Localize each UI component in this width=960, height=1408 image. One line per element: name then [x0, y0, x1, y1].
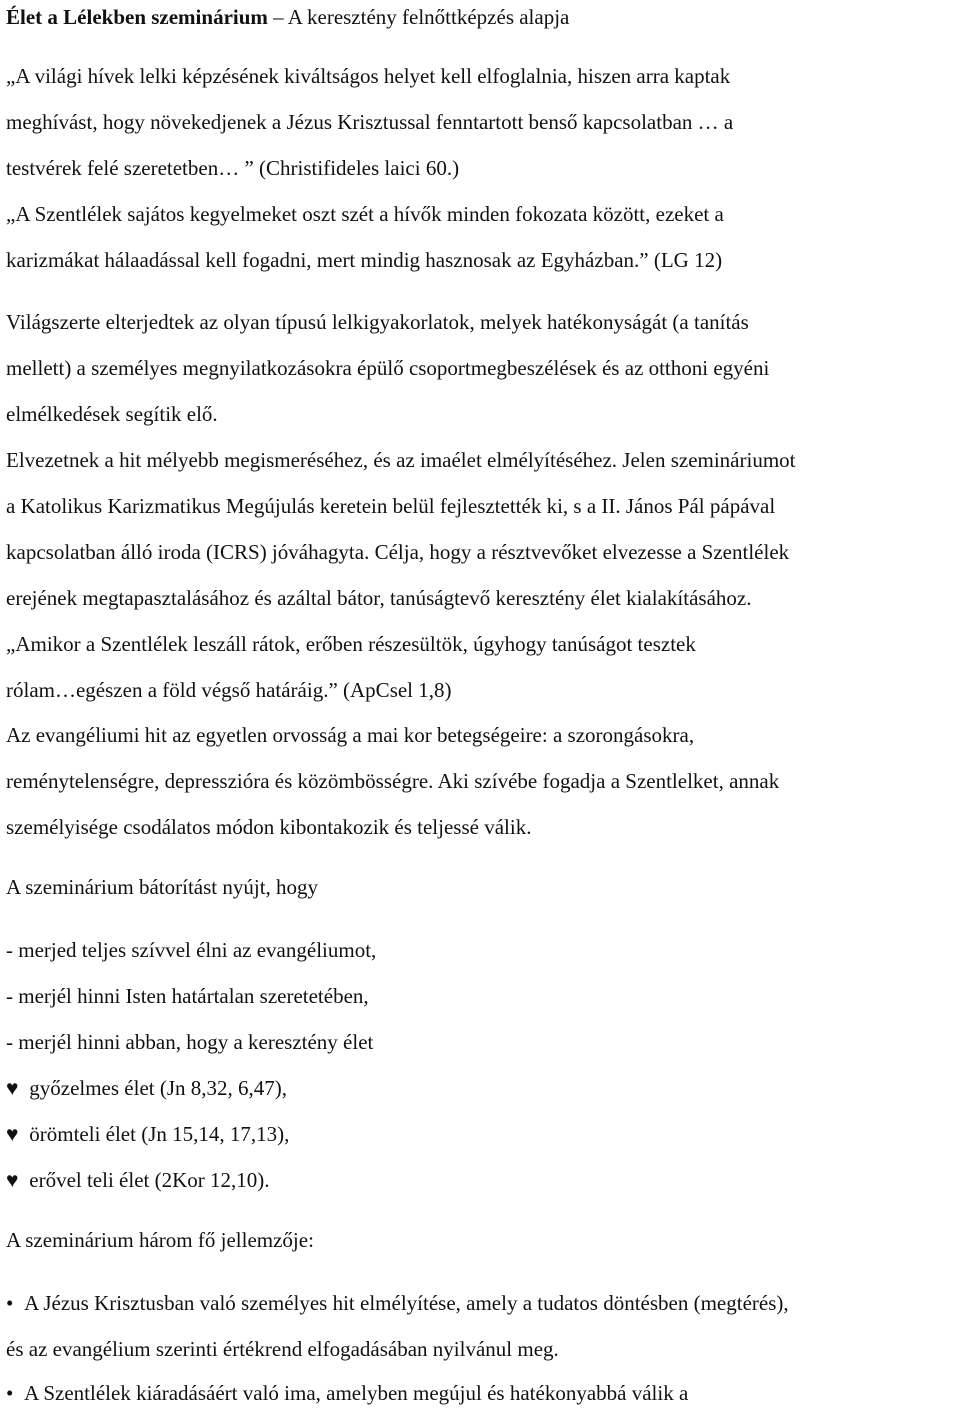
heart-list-item — [6, 1119, 289, 1149]
bullet-icon: • — [6, 1381, 14, 1405]
text-line: „A világi hívek lelki képzésének kiváltságos helyet kell elfoglalnia, hiszen arra kaptak — [6, 64, 731, 88]
text-line: „Amikor a Szentlélek leszáll rátok, erőben részesültök, úgyhogy tanúságot tesztek — [6, 632, 696, 656]
text-line: reménytelenségre, depresszióra és közömbösségre. Aki szívébe fogadja a Szentlelket, annak — [6, 769, 780, 793]
heart-item-text: győzelmes élet (Jn 8,32, 6,47), — [24, 1076, 288, 1100]
document-title — [6, 2, 569, 32]
text-line: elmélkedések segítik elő. — [6, 402, 218, 426]
text-line: testvérek felé szeretetben… ” (Christifideles laici 60.) — [6, 156, 460, 180]
text-line: rólam…egészen a föld végső határáig.” (ApCsel 1,8) — [6, 678, 452, 702]
list-item: - merjed teljes szívvel élni az evangéliumot, — [6, 938, 377, 962]
text-line: „A Szentlélek sajátos kegyelmeket oszt szét a hívők minden fokozata között, ezeket a — [6, 202, 724, 226]
text-line: Az evangéliumi hit az egyetlen orvosság a mai kor betegségeire: a szorongásokra, — [6, 723, 695, 747]
text-line: a Katolikus Karizmatikus Megújulás keretein belül fejlesztették ki, s a II. János Pál pápával — [6, 494, 776, 518]
text-line: kapcsolatban álló iroda (ICRS) jóváhagyta. Célja, hogy a résztvevőket elvezesse a Szentlélek — [6, 540, 790, 564]
text-line: A szeminárium bátorítást nyújt, hogy — [6, 875, 319, 899]
heart-list-item — [6, 1165, 270, 1195]
heart-icon: ♥ — [6, 1076, 19, 1100]
features-heading: A szeminárium három fő jellemzője: — [6, 1228, 314, 1252]
bullet-list-item — [6, 1378, 688, 1408]
text-line: Világszerte elterjedtek az olyan típusú lelkigyakorlatok, melyek hatékonyságát (a tanítás — [6, 310, 749, 334]
heart-icon: ♥ — [6, 1168, 19, 1192]
text-line: mellett) a személyes megnyilatkozásokra épülő csoportmegbeszélések és az otthoni egyéni — [6, 356, 770, 380]
heart-item-text: erővel teli élet (2Kor 12,10). — [24, 1168, 270, 1192]
heart-icon: ♥ — [6, 1122, 19, 1146]
bullet-icon: • — [6, 1291, 14, 1315]
bullet-item-text: A Jézus Krisztusban való személyes hit elmélyítése, amely a tudatos döntésben (megtérés), — [20, 1291, 789, 1315]
bullet-continuation-line: és az evangélium szerinti értékrend elfogadásában nyilvánul meg. — [6, 1337, 559, 1361]
title-subtitle-part: – A keresztény felnőttképzés alapja — [267, 5, 570, 29]
text-line: Elvezetnek a hit mélyebb megismeréséhez, és az imaélet elmélyítéséhez. Jelen szemináriumot — [6, 448, 796, 472]
list-item: - merjél hinni abban, hogy a keresztény élet — [6, 1030, 374, 1054]
list-item: - merjél hinni Isten határtalan szeretetében, — [6, 984, 369, 1008]
bullet-item-text: A Szentlélek kiáradásáért való ima, amelyben megújul és hatékonyabbá válik a — [20, 1381, 689, 1405]
heart-list-item — [6, 1073, 287, 1103]
text-line: személyisége csodálatos módon kibontakozik és teljessé válik. — [6, 815, 532, 839]
text-line: karizmákat hálaadással kell fogadni, mert mindig hasznosak az Egyházban.” (LG 12) — [6, 248, 723, 272]
heart-item-text: örömteli élet (Jn 15,14, 17,13), — [24, 1122, 290, 1146]
bullet-list-item — [6, 1288, 789, 1318]
text-line: erejének megtapasztalásához és azáltal bátor, tanúságtevő keresztény élet kialakításához. — [6, 586, 752, 610]
text-line: meghívást, hogy növekedjenek a Jézus Krisztussal fenntartott benső kapcsolatban … a — [6, 110, 734, 134]
title-bold-part: Élet a Lélekben szeminárium — [6, 5, 268, 29]
